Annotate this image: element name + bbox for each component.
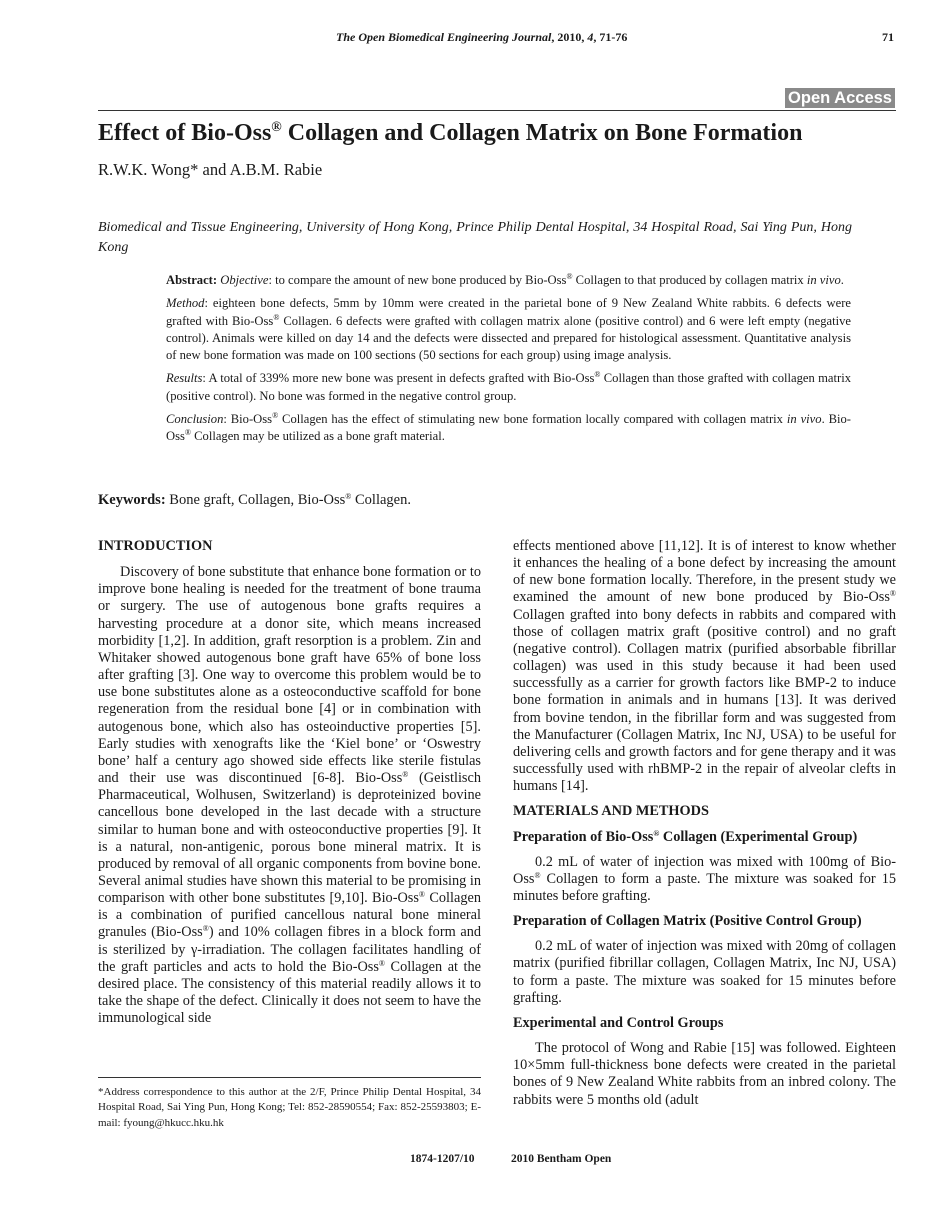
registered-mark: ® <box>202 924 209 934</box>
journal-citation <box>336 30 627 45</box>
paragraph-text: Collagen to form a paste. The mixture was soaked for 15 minutes before grafting. <box>513 870 896 904</box>
registered-mark: ® <box>271 120 282 135</box>
paragraph-text: effects mentioned above [11,12]. It is of interest to know whether it enhances the healing of a bone defect by increasing the amount of new bone formation locally. Therefore, in the present study we examined the amount of new bone produced by Bio-Oss <box>513 538 896 606</box>
affiliation: Biomedical and Tissue Engineering, University of Hong Kong, Prince Philip Dental Hospital, 34 Hospital Road, Sai Ying Pun, Hong Kong <box>98 220 852 255</box>
registered-mark: ® <box>534 870 541 880</box>
journal-name: The Open Biomedical Engineering Journal <box>336 30 552 44</box>
keywords-text: Bone graft, Collagen, Bio-Oss <box>165 492 346 508</box>
abstract-label: Abstract: <box>166 273 218 287</box>
article-title <box>98 118 898 148</box>
header-divider <box>98 110 896 111</box>
paragraph-text: (Geistlisch Pharmaceutical, Wolhusen, Switzerland) is deproteinized bovine cancellous bone developed in the last decade with a structure similar to human bone and with osteoconductive properties [9]. It is a natural, non-antigenic, porous bone mineral matrix. It is produced by removal of all organic components from bovine bone. Several animal studies have shown this material to be promising in comparison with other bone substitutes [9,10]. Bio-Oss <box>98 770 481 907</box>
paragraph-text: Collagen grafted into bony defects in rabbits and compared with those of collagen matrix graft (positive control) and no graft (negative control). Collagen matrix (purified absorbable fibrillar collagen) was used in this study because it had been used successfully as a carrier for growth factors like BMP-2 to induce bone formation in animals and in humans [13]. It was derived from bovine tendon, in the fibrillar form and was suggested from the Manufacturer (Collagen Matrix, Inc NJ, USA) to be useful for delivering cells and growth factors and for gene therapy and it was successfully used with rhBMP-2 in the repair of alveolar clefts in humans [14]. <box>513 606 896 795</box>
method-text: Collagen. 6 defects were grafted with collagen matrix alone (positive control) and 6 were left empty (negative control). Animals were killed on day 14 and the defects were dissected and prepared for histological assessment. Quantitative analysis of new bone formation was made on 100 sections (50 sections for each group) using image analysis. <box>166 313 851 363</box>
registered-mark: ® <box>378 958 385 968</box>
conclusion-text: . Bio-Oss <box>166 412 852 444</box>
subheading-text: Collagen (Experimental Group) <box>659 828 858 845</box>
correspondence-footnote: *Address correspondence to this author at the 2/F, Prince Philip Dental Hospital, 34 Hospital Road, Sai Ying Pun, Hong Kong; Tel: 852-28590554; Fax: 852-25593803; E-mail: fyoung@hkucc.hku.hk <box>98 1086 481 1129</box>
keywords-label: Keywords: <box>98 492 166 508</box>
conclusion-label: Conclusion <box>166 412 224 427</box>
paragraph-text: Collagen at the desired place. The consistency of this material readily allows it to take the shape of the defect. Clinically it does not seem to have the immunological side <box>98 958 482 1027</box>
in-vivo-text: in vivo <box>806 273 841 287</box>
conclusion-text: : Bio-Oss <box>223 412 273 427</box>
method-text: : eighteen bone defects, 5mm by 10mm were created in the parietal bone of 9 New Zealand White rabbits. 6 defects were grafted with Bio-Oss <box>166 296 851 328</box>
registered-mark: ® <box>184 428 191 438</box>
title-text: Collagen and Collagen Matrix on Bone Formation <box>281 120 803 146</box>
objective-text: . <box>840 273 844 287</box>
publisher-copyright: 2010 Bentham Open <box>511 1153 612 1165</box>
left-column <box>98 538 481 1027</box>
paragraph-text: 0.2 mL of water of injection was mixed with 100mg of Bio-Oss <box>513 853 896 887</box>
title-text: Effect of Bio-Oss <box>98 120 272 146</box>
authors: R.W.K. Wong* and A.B.M. Rabie <box>98 160 323 179</box>
abstract-objective <box>166 272 851 289</box>
journal-year: , 2010, <box>551 30 588 44</box>
open-access-badge: Open Access <box>785 88 895 108</box>
registered-mark: ® <box>272 411 279 421</box>
registered-mark: ® <box>345 492 352 501</box>
registered-mark: ® <box>653 828 660 838</box>
conclusion-text: Collagen may be utilized as a bone graft material. <box>190 429 445 444</box>
registered-mark: ® <box>418 890 425 900</box>
method-label: Method <box>166 296 205 311</box>
subheading-experimental-groups: Experimental and Control Groups <box>513 1014 724 1031</box>
experimental-groups-paragraph: The protocol of Wong and Rabie [15] was followed. Eighteen 10×5mm full-thickness bone defects were created in the parietal bones of 9 New Zealand White rabbits from an inbred colony. The rabbits were 5 months old (adult <box>513 1040 896 1108</box>
subheading-bio-oss-prep <box>513 829 896 846</box>
objective-text: Collagen to that produced by collagen matrix <box>572 273 807 287</box>
right-column <box>513 538 896 1109</box>
journal-pages: , 71-76 <box>593 30 628 44</box>
abstract-results <box>166 370 851 405</box>
journal-volume: 4 <box>587 30 594 44</box>
paragraph-text: Collagen is a combination of purified cancellous natural bone mineral granules (Bio-Oss <box>98 890 481 941</box>
page-number: 71 <box>882 30 894 44</box>
abstract-conclusion <box>166 411 851 446</box>
footnote-divider <box>98 1077 481 1078</box>
abstract <box>166 272 851 452</box>
in-vivo-text: in vivo <box>786 412 822 427</box>
paragraph-text: Discovery of bone substitute that enhance bone formation or to improve bone healing is needed for the treatment of bone trauma or surgery. The use of autogenous bone grafts requires a harvesting procedure at a donor site, which means increased morbidity [1,2]. In addition, graft resorption is a problem. Zin and Whitaker showed autogenous bone graft have 65% of bone loss after grafting [3]. One way to overcome this problem would be to use bone substitutes alone as a osteoconductive scaffold for bone regeneration from the residual bone [4] or in combination with autogenous bone, which also has osteoinductive properties [5]. Early studies with xenografts like the ‘Kiel bone’ or ‘Oswestry bone’ half a century ago showed side effects like sterile fistulas and their use was discontinued [6-8]. Bio-Oss <box>98 564 481 787</box>
intro-paragraph <box>98 564 481 1027</box>
registered-mark: ® <box>566 272 573 281</box>
collagen-matrix-prep-paragraph: 0.2 mL of water of injection was mixed with 20mg of collagen matrix (purified fibrillar collagen, Collagen Matrix, Inc NJ, USA) to form a paste. The mixture was soaked for 15 minutes before grafting. <box>513 938 896 1006</box>
issn-code: 1874-1207/10 <box>410 1153 475 1165</box>
paragraph-text: ) and 10% collagen fibres in a block form and is sterilized by γ-irradiation. The collagen facilitates handling of the graft particles and acts to hold the Bio-Oss <box>98 924 482 975</box>
keywords-text: Collagen. <box>351 492 411 508</box>
intro-paragraph-continued <box>513 538 896 795</box>
objective-text: : to compare the amount of new bone produced by Bio-Oss <box>268 273 567 287</box>
registered-mark: ® <box>273 312 280 322</box>
keywords <box>98 492 411 509</box>
results-label: Results <box>166 371 203 386</box>
registered-mark: ® <box>889 589 896 599</box>
registered-mark: ® <box>594 370 601 380</box>
objective-label: Objective <box>220 273 269 287</box>
results-text: Collagen than those grafted with collagen matrix (positive control). No bone was formed in the negative control group. <box>166 371 851 403</box>
bio-oss-prep-paragraph <box>513 854 896 905</box>
conclusion-text: Collagen has the effect of stimulating new bone formation locally compared with collagen matrix <box>278 412 787 427</box>
results-text: : A total of 339% more new bone was present in defects grafted with Bio-Oss <box>202 371 595 386</box>
section-heading-methods: MATERIALS AND METHODS <box>513 803 709 820</box>
subheading-collagen-matrix-prep: Preparation of Collagen Matrix (Positive Control Group) <box>513 913 862 930</box>
subheading-text: Preparation of Bio-Oss <box>513 828 654 845</box>
registered-mark: ® <box>402 770 409 780</box>
section-heading-introduction: INTRODUCTION <box>98 538 213 554</box>
abstract-method <box>166 295 851 364</box>
